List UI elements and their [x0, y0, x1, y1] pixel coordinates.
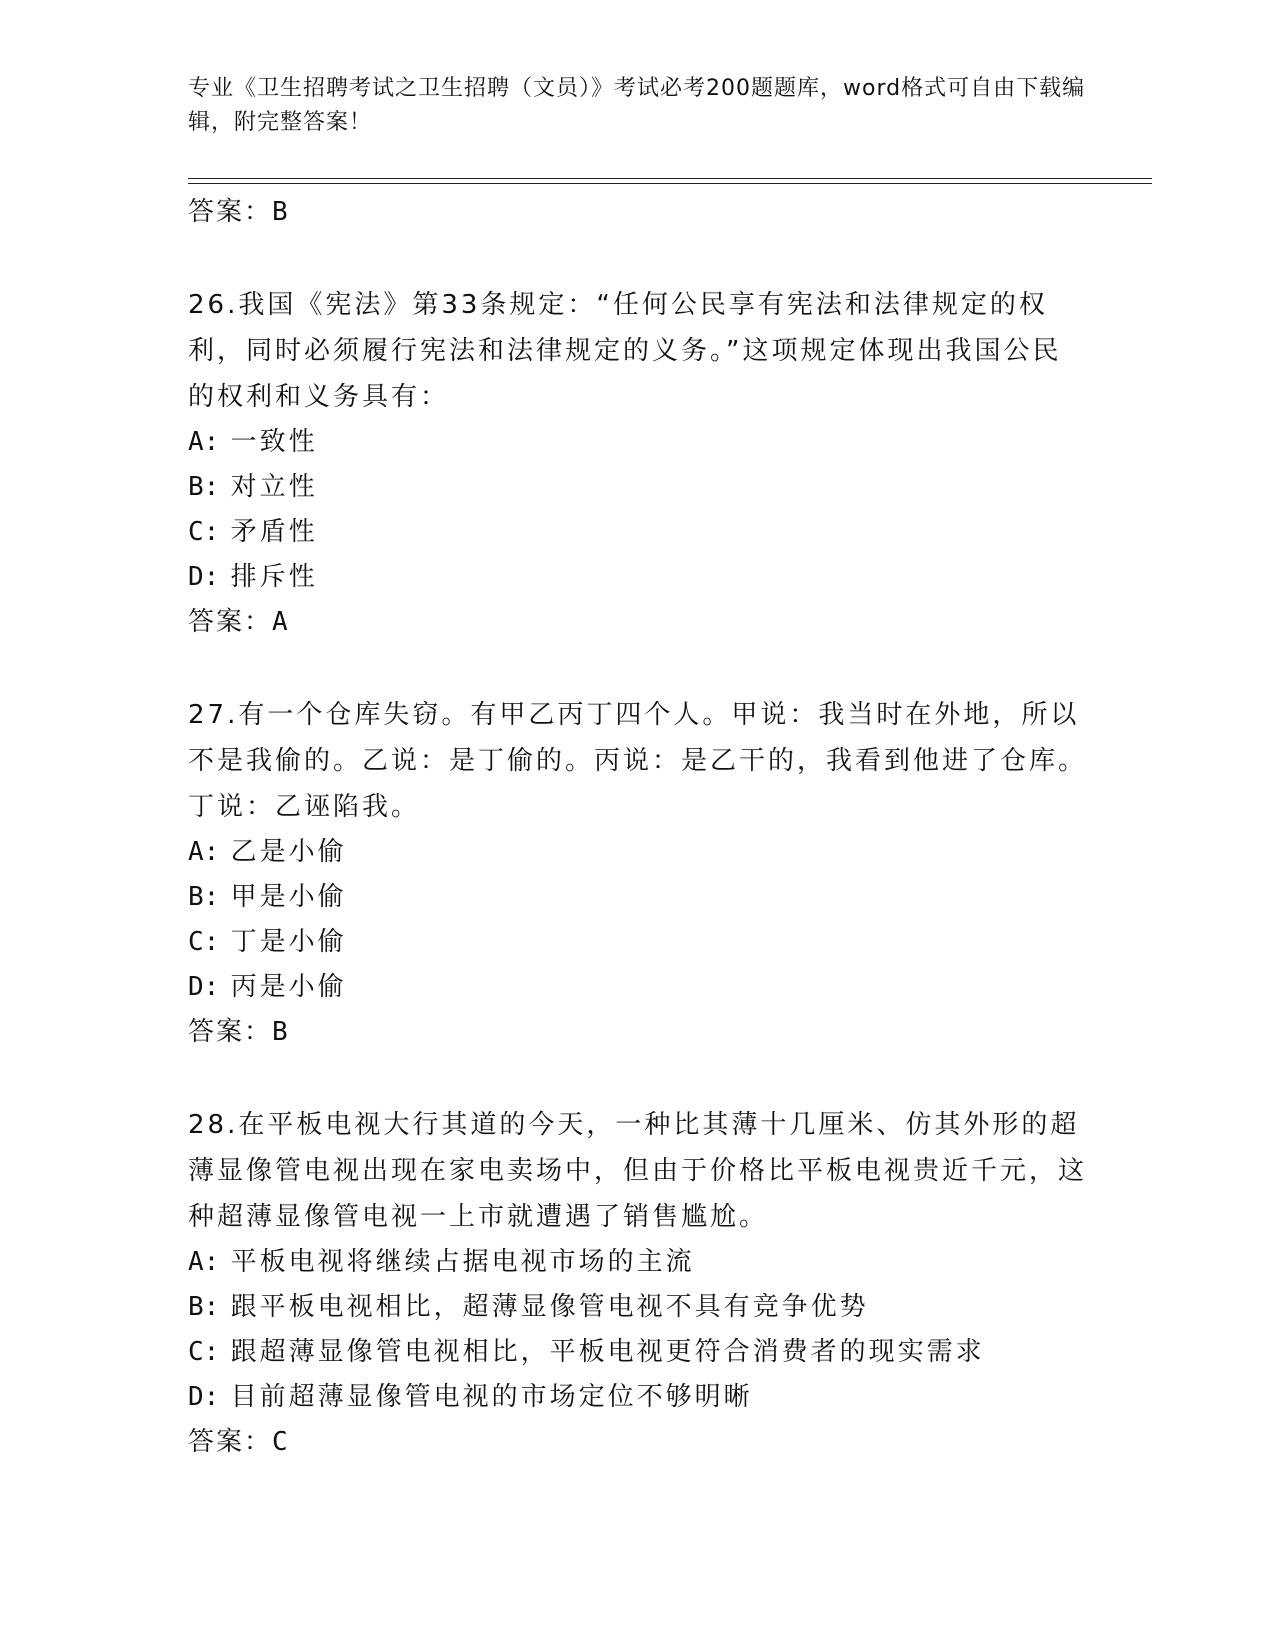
option-text: 对立性 [230, 472, 318, 502]
option-key: D: [188, 562, 220, 592]
option-key: D: [188, 972, 220, 1002]
option-text: 丁是小偷 [230, 927, 347, 957]
answer-label: 答案： [188, 1427, 273, 1457]
question-text: 27.有一个仓库失窃。有甲乙丙丁四个人。甲说：我当时在外地，所以不是我偷的。乙说：是丁偷的。丙说：是乙干的，我看到他进了仓库。丁说：乙诬陷我。 [188, 700, 1088, 822]
option-text: 一致性 [230, 427, 318, 457]
option-key: D: [188, 1382, 220, 1412]
question-list [188, 190, 1088, 1464]
option-text: 跟平板电视相比，超薄显像管电视不具有竞争优势 [230, 1292, 869, 1322]
option-b [188, 465, 1088, 510]
option-text: 丙是小偷 [230, 972, 347, 1002]
option-c [188, 510, 1088, 555]
answer-line [188, 1420, 1088, 1464]
option-text: 平板电视将继续占据电视市场的主流 [230, 1247, 695, 1277]
header-rule-top [188, 178, 1152, 179]
option-b [188, 875, 1088, 920]
question-text: 26.我国《宪法》第33条规定：“任何公民享有宪法和法律规定的权利，同时必须履行宪法和法律规定的义务。”这项规定体现出我国公民的权利和义务具有： [188, 290, 1062, 412]
option-key: C: [188, 517, 220, 547]
option-a [188, 1240, 1088, 1285]
answer-label: 答案： [188, 197, 273, 227]
option-text: 甲是小偷 [230, 882, 347, 912]
option-key: A: [188, 427, 220, 457]
option-c [188, 1330, 1088, 1375]
answer-value: A [272, 607, 290, 637]
answer-value: C [272, 1427, 290, 1457]
option-d [188, 555, 1088, 600]
answer-line [188, 190, 1088, 234]
option-key: B: [188, 472, 220, 502]
answer-line [188, 600, 1088, 644]
answer-value: B [272, 1017, 290, 1047]
option-text: 排斥性 [230, 562, 318, 592]
answer-line [188, 1010, 1088, 1054]
option-key: C: [188, 1337, 220, 1367]
answer-value: B [272, 197, 290, 227]
option-c [188, 920, 1088, 965]
header-rule-bottom [188, 183, 1152, 184]
question-text: 28.在平板电视大行其道的今天，一种比其薄十几厘米、仿其外形的超薄显像管电视出现在家电卖场中，但由于价格比平板电视贵近千元，这种超薄显像管电视一上市就遭遇了销售尴尬。 [188, 1110, 1088, 1232]
option-text: 目前超薄显像管电视的市场定位不够明晰 [230, 1382, 753, 1412]
document-header: 专业《卫生招聘考试之卫生招聘（文员）》考试必考200题题库，word格式可自由下载编辑，附完整答案！ [188, 76, 1086, 135]
option-key: B: [188, 882, 220, 912]
option-text: 跟超薄显像管电视相比，平板电视更符合消费者的现实需求 [230, 1337, 985, 1367]
option-d [188, 1375, 1088, 1420]
option-key: A: [188, 837, 220, 867]
option-d [188, 965, 1088, 1010]
option-a [188, 420, 1088, 465]
option-key: C: [188, 927, 220, 957]
option-text: 乙是小偷 [230, 837, 347, 867]
option-key: A: [188, 1247, 220, 1277]
option-b [188, 1285, 1088, 1330]
answer-label: 答案： [188, 607, 273, 637]
option-text: 矛盾性 [230, 517, 318, 547]
answer-label: 答案： [188, 1017, 273, 1047]
option-a [188, 830, 1088, 875]
option-key: B: [188, 1292, 220, 1322]
